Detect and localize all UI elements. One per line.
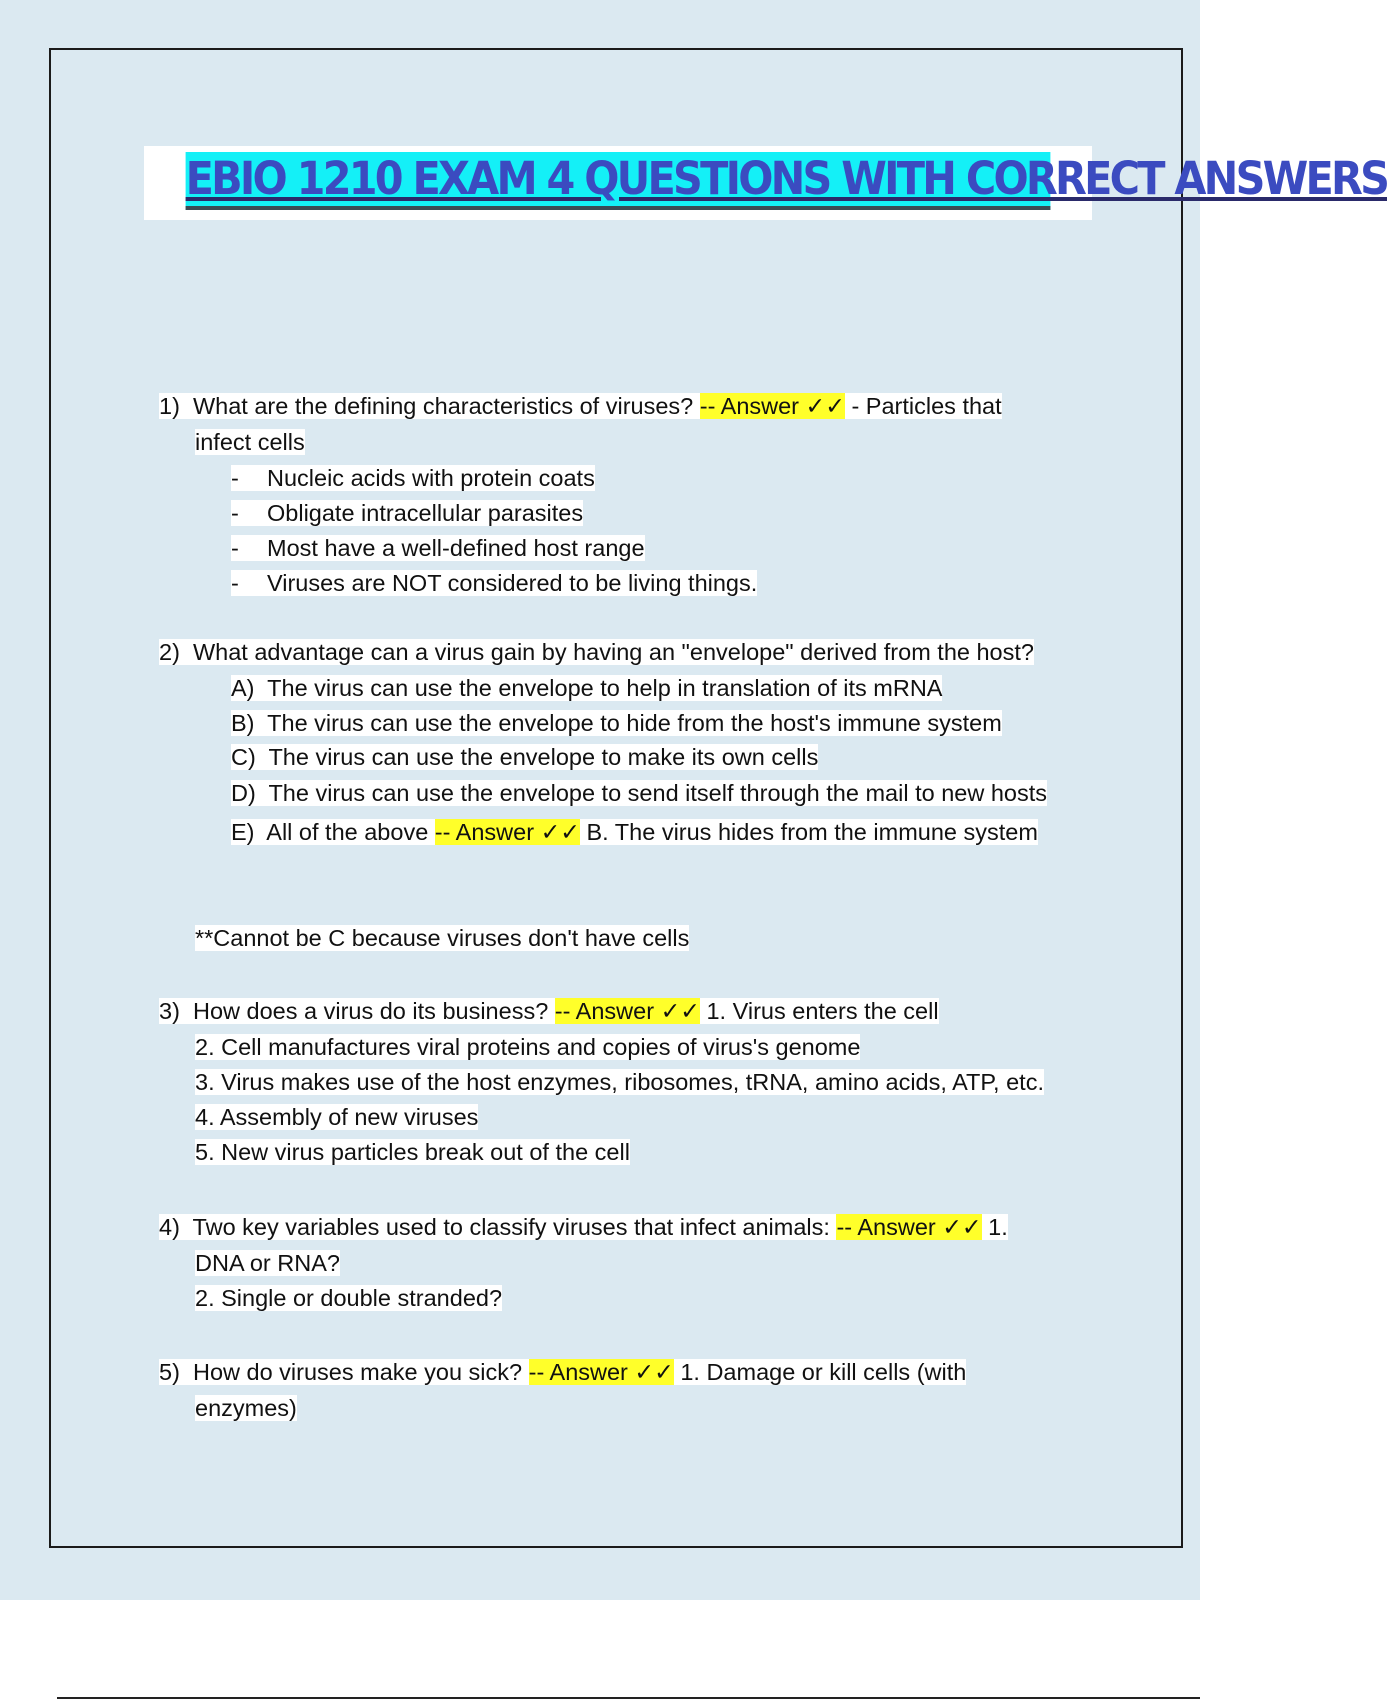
step-item: 5. New virus particles break out of the cell	[195, 1139, 630, 1165]
answer-text: - Particles that	[844, 393, 1002, 419]
question-number: 5)	[159, 1359, 180, 1385]
answer-continuation: DNA or RNA?	[195, 1250, 340, 1276]
question-number: 3)	[159, 998, 180, 1024]
answer-tag: -- Answer ✓✓	[434, 819, 580, 845]
question-text: How does a virus do its business?	[192, 998, 549, 1024]
answer-tag: -- Answer ✓✓	[699, 393, 845, 419]
list-item: - Viruses are NOT considered to be living things.	[231, 570, 758, 596]
answer-text: 1.	[981, 1214, 1008, 1240]
question-number: 2)	[159, 639, 180, 665]
answer-tag: -- Answer ✓✓	[554, 998, 700, 1024]
step-item: 2. Cell manufactures viral proteins and copies of virus's genome	[195, 1034, 861, 1060]
question-number: 4)	[159, 1214, 180, 1240]
question-number: 1)	[159, 393, 180, 419]
option-c: C) The virus can use the envelope to make its own cells	[231, 744, 819, 770]
list-item: - Most have a well-defined host range	[231, 535, 645, 561]
page-divider	[57, 1697, 1200, 1699]
answer-continuation: 2. Single or double stranded?	[195, 1285, 503, 1311]
step-item: 4. Assembly of new viruses	[195, 1104, 479, 1130]
title-banner	[144, 146, 1387, 220]
answer-tag: -- Answer ✓✓	[836, 1214, 982, 1240]
question-text: What are the defining characteristics of viruses?	[192, 393, 694, 419]
answer-text: B. The virus hides from the immune system	[579, 819, 1038, 845]
answer-continuation: enzymes)	[195, 1395, 297, 1421]
answer-tag: -- Answer ✓✓	[528, 1359, 674, 1385]
question-5	[159, 1356, 966, 1388]
question-1	[159, 390, 1002, 422]
question-text: Two key variables used to classify viruses that infect animals:	[192, 1214, 830, 1240]
question-3	[159, 995, 939, 1027]
answer-continuation: infect cells	[195, 429, 305, 455]
list-item: - Nucleic acids with protein coats	[231, 465, 595, 491]
answer-text: 1. Damage or kill cells (with	[673, 1359, 967, 1385]
option-e: E) All of the above -- Answer ✓✓ B. The virus hides from the immune system	[231, 819, 1038, 845]
option-a: A) The virus can use the envelope to help in translation of its mRNA	[231, 675, 943, 701]
question-2	[159, 636, 1034, 668]
question-4	[159, 1211, 1008, 1243]
step-item: 3. Virus makes use of the host enzymes, ribosomes, tRNA, amino acids, ATP, etc.	[195, 1069, 1044, 1095]
option-d: D) The virus can use the envelope to send itself through the mail to new hosts	[231, 780, 1048, 806]
answer-note: **Cannot be C because viruses don't have cells	[195, 925, 690, 951]
list-item: - Obligate intracellular parasites	[231, 500, 584, 526]
answer-text: 1. Virus enters the cell	[699, 998, 939, 1024]
question-text: What advantage can a virus gain by having an "envelope" derived from the host?	[192, 639, 1034, 665]
option-b: B) The virus can use the envelope to hide from the host's immune system	[231, 710, 1002, 736]
document-title: EBIO 1210 EXAM 4 QUESTIONS WITH CORRECT ANSWERS	[186, 152, 1051, 210]
question-text: How do viruses make you sick?	[192, 1359, 523, 1385]
